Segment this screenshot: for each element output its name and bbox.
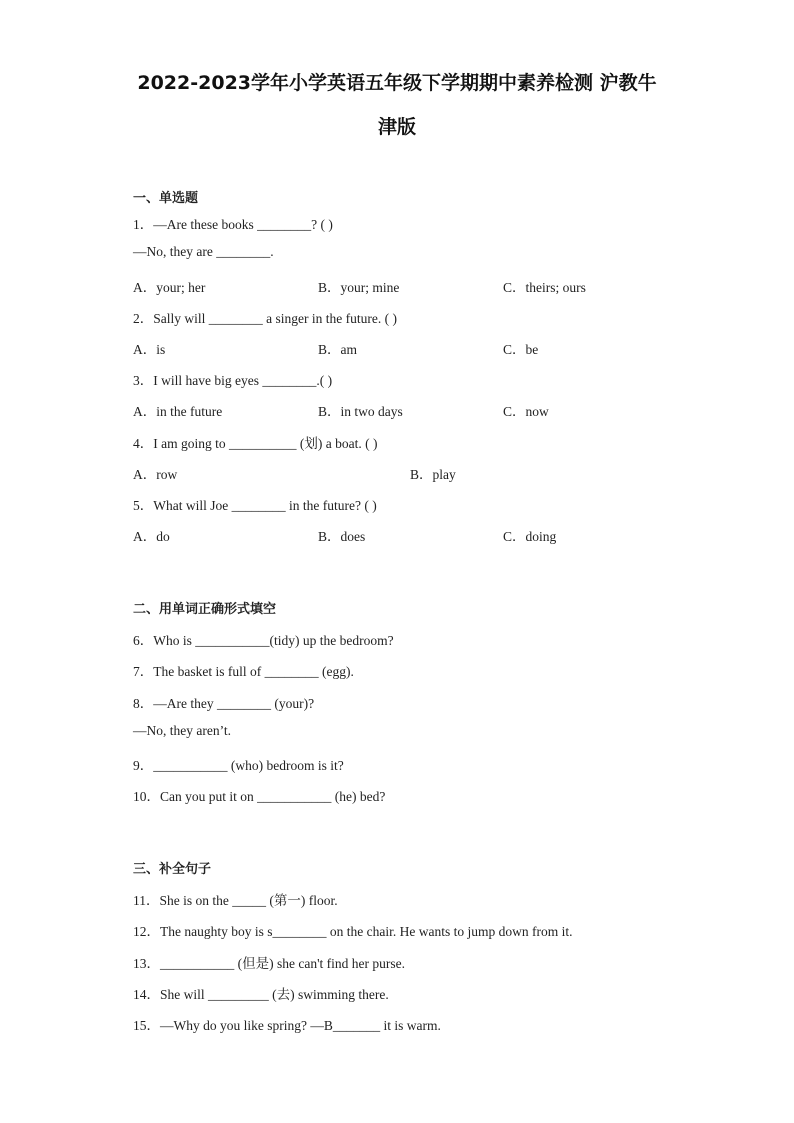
question-5-option-c: C．doing [503, 529, 557, 544]
question-4-option-b: B．play [410, 467, 456, 482]
question-8: 8．—Are they ________ (your)? [133, 696, 315, 711]
question-2-option-b: B．am [318, 342, 357, 357]
question-2-option-c: C．be [503, 342, 539, 357]
section-heading-multiple-choice: 一、单选题 [133, 191, 199, 206]
question-3-option-a: A．in the future [133, 404, 223, 419]
question-4-option-a: A．row [133, 467, 178, 482]
question-13: 13．___________ (但是) she can't find her purse. [133, 956, 406, 971]
question-7: 7．The basket is full of ________ (egg). [133, 664, 354, 679]
question-5-stem: 5．What will Joe ________ in the future? ( ) [133, 498, 377, 513]
question-5-option-b: B．does [318, 529, 366, 544]
section-heading-complete-sentences: 三、补全句子 [133, 862, 212, 877]
question-1-stem: 1．—Are these books ________? ( ) [133, 217, 333, 232]
question-10: 10．Can you put it on ___________ (he) bed? [133, 789, 386, 804]
question-14: 14．She will _________ (去) swimming there. [133, 987, 389, 1002]
question-12: 12．The naughty boy is s________ on the chair. He wants to jump down from it. [133, 924, 573, 939]
question-8-answer-line: —No, they aren’t. [133, 723, 231, 738]
document-title-line-1: 2022-2023学年小学英语五年级下学期期中素养检测 沪教牛 [137, 72, 657, 94]
question-3-option-b: B．in two days [318, 404, 403, 419]
question-1-stem-answer: —No, they are ________. [133, 244, 274, 259]
question-6: 6．Who is ___________(tidy) up the bedroom? [133, 633, 394, 648]
question-1-option-b: B．your; mine [318, 280, 400, 295]
question-5-option-a: A．do [133, 529, 170, 544]
section-heading-word-forms: 二、用单词正确形式填空 [133, 602, 277, 617]
question-11: 11．She is on the _____ (第一) floor. [133, 893, 338, 908]
question-1-option-a: A．your; her [133, 280, 206, 295]
question-2-option-a: A．is [133, 342, 166, 357]
question-4-stem: 4．I am going to __________ (划) a boat. ( ) [133, 436, 378, 451]
question-15: 15．—Why do you like spring? —B_______ it is warm. [133, 1018, 441, 1033]
document-title-line-2: 津版 [377, 116, 416, 138]
question-1-option-c: C．theirs; ours [503, 280, 586, 295]
question-2-stem: 2．Sally will ________ a singer in the future. ( ) [133, 311, 397, 326]
question-3-option-c: C．now [503, 404, 549, 419]
question-9: 9．___________ (who) bedroom is it? [133, 758, 344, 773]
question-3-stem: 3．I will have big eyes ________.( ) [133, 373, 333, 388]
